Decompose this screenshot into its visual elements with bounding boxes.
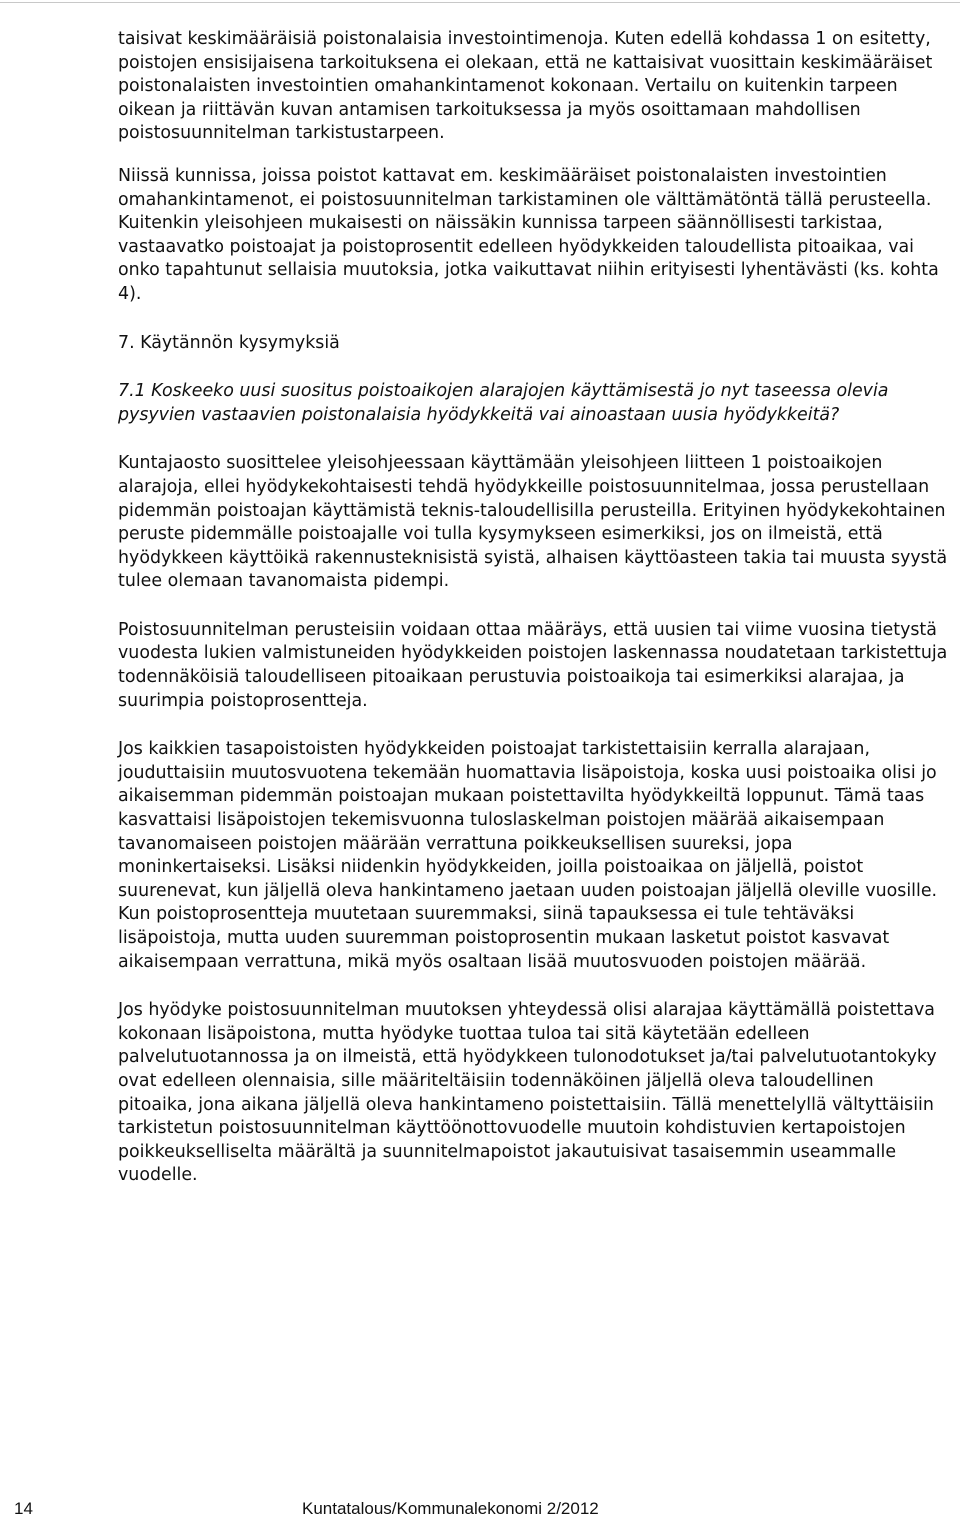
paragraph-municipalities: Niissä kunnissa, joissa poistot kattavat em. keskimääräiset poistonalaisten investointien omahankintamenot, ei poistosuunnitelman tarkistaminen ole välttämätöntä tällä perusteella. Kuitenkin yleisohjeen mukaisesti on näissäkin kunnissa tarpeen säännöllisesti tarkistaa, vastaavatko poistoajat ja poistoprosentit edelleen hyödykkeiden taloudellista pitoaikaa, vai onko tapahtunut sellaisia muutoksia, jotka vaikuttavat niihin erityisesti lyhentävästi (ks. kohta 4). [118,165,939,304]
top-rule [0,2,960,3]
answer-paragraph: Kuntajaosto suosittelee yleisohjeessaan käyttämään yleisohjeen liitteen 1 poistoaikojen alarajoja, ellei hyödykekohtaisesti tehdä hyödykkeille poistosuunnitelmaa, jossa perustellaan pidemmän poistoajan käyttämistä teknis-taloudellisilla perusteilla. Erityinen hyödykekohtainen peruste pidemmälle poistoajalle voi tulla kysymykseen esimerkiksi, jos on ilmeistä, että hyödykkeen käyttöikä rakennusteknisistä syistä, alhaisen käyttöasteen takia tai muusta syystä tulee olemaan tavanomaista pidempi. [118,453,948,592]
answer-paragraph: Poistosuunnitelman perusteisiin voidaan ottaa määräys, että uusien tai viime vuosina tietystä vuodesta lukien valmistuneiden hyödykkeiden poistojen laskennassa noudatetaan tarkistettuja todennäköisiä taloudelliseen pitoaikaan perustuvia poistoaikoja tai esimerkiksi alarajaa, ja suurimpia poistoprosentteja. [118,619,948,711]
answer-paragraph: Jos kaikkien tasapoistoisten hyödykkeiden poistoajat tarkistettaisiin kerralla alarajaan, jouduttaisiin muutosvuotena tekemään huomattavia lisäpoistoja, koska uusi poistoaika olisi jo aikaisemman pidemmän poistoajan mukaan poistettavilta hyödykkeiltä loppunut. Tämä taas kasvattaisi lisäpoistojen tekemisvuonna tuloslaskelman poistojen määrää aikaisempaan tavanomaiseen poistojen määrään verrattuna poikkeuksellisen suureksi, jopa moninkertaiseksi. Lisäksi niidenkin hyödykkeiden, joilla poistoaikaa on jäljellä, poistot suurenevat, kun jäljellä oleva hankintameno jaetaan uuden poistoajan jäljellä oleville vuosille. Kun poistoprosentteja muutetaan suuremmaksi, siinä tapauksessa ei tule tehtäväksi lisäpoistoja, mutta uuden suuremman poistoprosentin mukaan lasketut poistot kasvavat aikaisempaan verrattuna, mikä myös osaltaan lisää muutosvuoden poistojen määrää. [118,739,938,972]
answer-paragraph: Jos hyödyke poistosuunnitelman muutoksen yhteydessä olisi alarajaa käyttämällä poistettava kokonaan lisäpoistona, mutta hyödyke tuottaa tuloa tai sitä käytetään edelleen palvelutuotannossa ja on ilmeistä, että hyödykkeen tulonodotukset ja/tai palvelutuotantokyky ovat edelleen olennaisia, sille määriteltäisiin todennäköinen jäljellä oleva taloudellinen pitoaika, jona aikana jäljellä oleva hankintameno poistettaisiin. Tällä menettelyllä vältyttäisiin tarkistetun poistosuunnitelman käyttöönottovuodelle muutoin kohdistuvien kertapoistojen poikkeukselliselta määrältä ja suunnitelmapoistot jakautuisivat tasaisemmin useammalle vuodelle. [118,1000,937,1186]
paragraph-intro: taisivat keskimääräisiä poistonalaisia investointimenoja. Kuten edellä kohdassa 1 on esitetty, poistojen ensisijaisena tarkoituksena ei olekaan, että ne kattaisivat vuosittain keskimääräiset poistonalaisten investointien omahankintamenot kokonaan. Vertailu on kuitenkin tarpeen oikean ja riittävän kuvan antamisen tarkoituksessa ja myös osoittamaan mahdollisen poistosuunnitelman tarkistustarpeen. [118,29,933,144]
page-body [118,28,950,1188]
journal-title: Kuntatalous/Kommunalekonomi 2/2012 [302,1499,599,1518]
section-heading: 7. Käytännön kysymyksiä [118,332,340,353]
page-number: 14 [14,1499,33,1518]
question-7-1: 7.1 Koskeeko uusi suositus poistoaikojen alarajojen käyttämisestä jo nyt taseessa olevia pysyvien vastaavien poistonalaisia hyödykkeitä vai ainoastaan uusia hyödykkeitä? [118,381,889,425]
